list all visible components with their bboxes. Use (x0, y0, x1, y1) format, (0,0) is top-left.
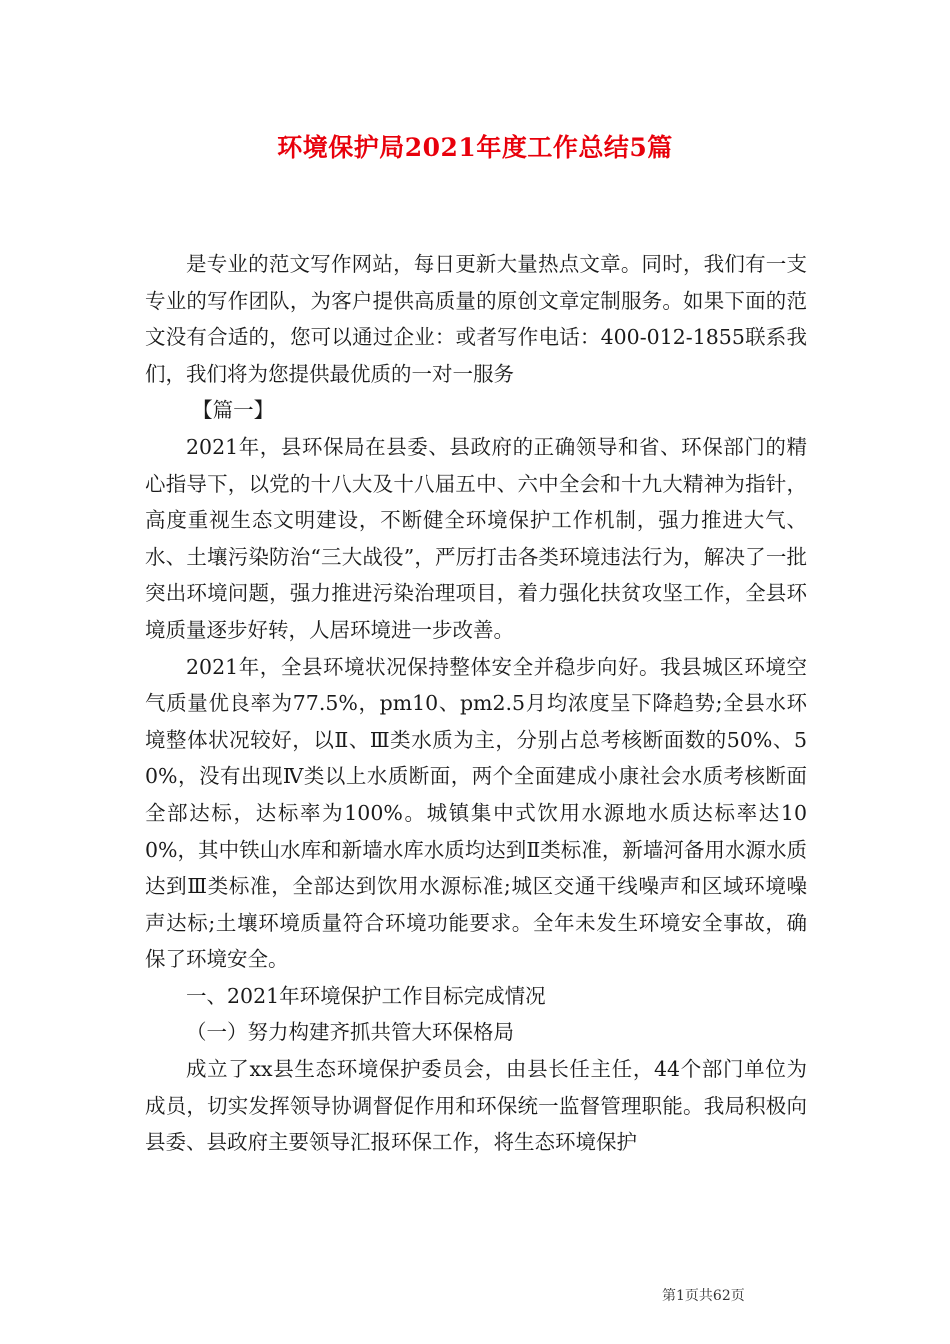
page-number: 第1页共62页 (662, 1288, 745, 1304)
document-title: 环境保护局2021年度工作总结5篇 (277, 133, 673, 162)
document-body (145, 246, 807, 1161)
subheading-framework: （一）努力构建齐抓共管大环保格局 (186, 1020, 514, 1045)
section-heading-part-one: 【篇一】 (192, 398, 275, 423)
intro-paragraph: 是专业的范文写作网站，每日更新大量热点文章。同时，我们有一支专业的写作团队，为客户提供高质量的原创文章定制服务。如果下面的范文没有合适的，您可以通过企业：或者写作电话：400-012-1855联系我们，我们将为您提供最优质的一对一服务 (145, 252, 807, 386)
subheading-goals: 一、2021年环境保护工作目标完成情况 (186, 983, 546, 1008)
body-paragraph: 2021年，县环保局在县委、县政府的正确领导和省、环保部门的精心指导下，以党的十八大及十八届五中、六中全会和十九大精神为指针，高度重视生态文明建设，不断健全环境保护工作机制，强力推进大气、水、土壤污染防治“三大战役”，严厉打击各类环境违法行为，解决了一批突出环境问题，强力推进污染治理项目，着力强化扶贫攻坚工作，全县环境质量逐步好转，人居环境进一步改善。 (145, 434, 807, 642)
body-paragraph: 2021年，全县环境状况保持整体安全并稳步向好。我县城区环境空气质量优良率为77.5%，pm10、pm2.5月均浓度呈下降趋势;全县水环境整体状况较好，以Ⅱ、Ⅲ类水质为主，分别占总考核断面数的50%、50%，没有出现Ⅳ类以上水质断面，两个全面建成小康社会水质考核断面全部达标，达标率为100%。城镇集中式饮用水源地水质达标率达100%，其中铁山水库和新墙水库水质均达到Ⅱ类标准，新墙河备用水源水质达到Ⅲ类标准，全部达到饮用水源标准;城区交通干线噪声和区域环境噪声达标;土壤环境质量符合环境功能要求。全年未发生环境安全事故，确保了环境安全。 (145, 654, 807, 972)
body-paragraph: 成立了xx县生态环境保护委员会，由县长任主任，44个部门单位为成员，切实发挥领导协调督促作用和环保统一监督管理职能。我局积极向县委、县政府主要领导汇报环保工作，将生态环境保护 (145, 1057, 807, 1155)
